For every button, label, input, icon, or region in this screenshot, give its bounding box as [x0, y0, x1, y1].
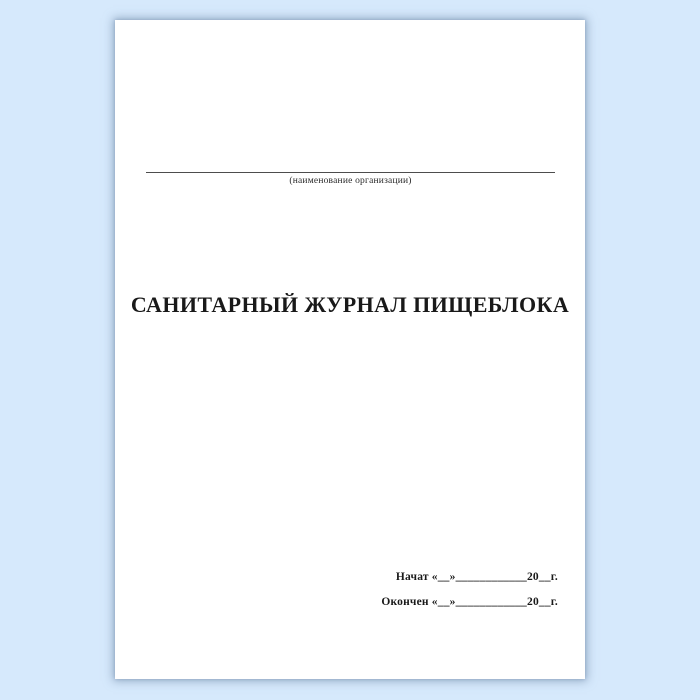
organization-name-block	[146, 172, 555, 186]
date-started-line: Начат «__»____________20__г.	[395, 571, 558, 583]
organization-name-line	[146, 172, 555, 173]
document-page	[115, 20, 585, 679]
document-title: САНИТАРНЫЙ ЖУРНАЛ ПИЩЕБЛОКА	[130, 292, 570, 317]
date-finished-line: Окончен «__»____________20__г.	[381, 596, 558, 608]
dates-block	[381, 571, 558, 621]
organization-name-caption: (наименование организации)	[289, 176, 412, 186]
